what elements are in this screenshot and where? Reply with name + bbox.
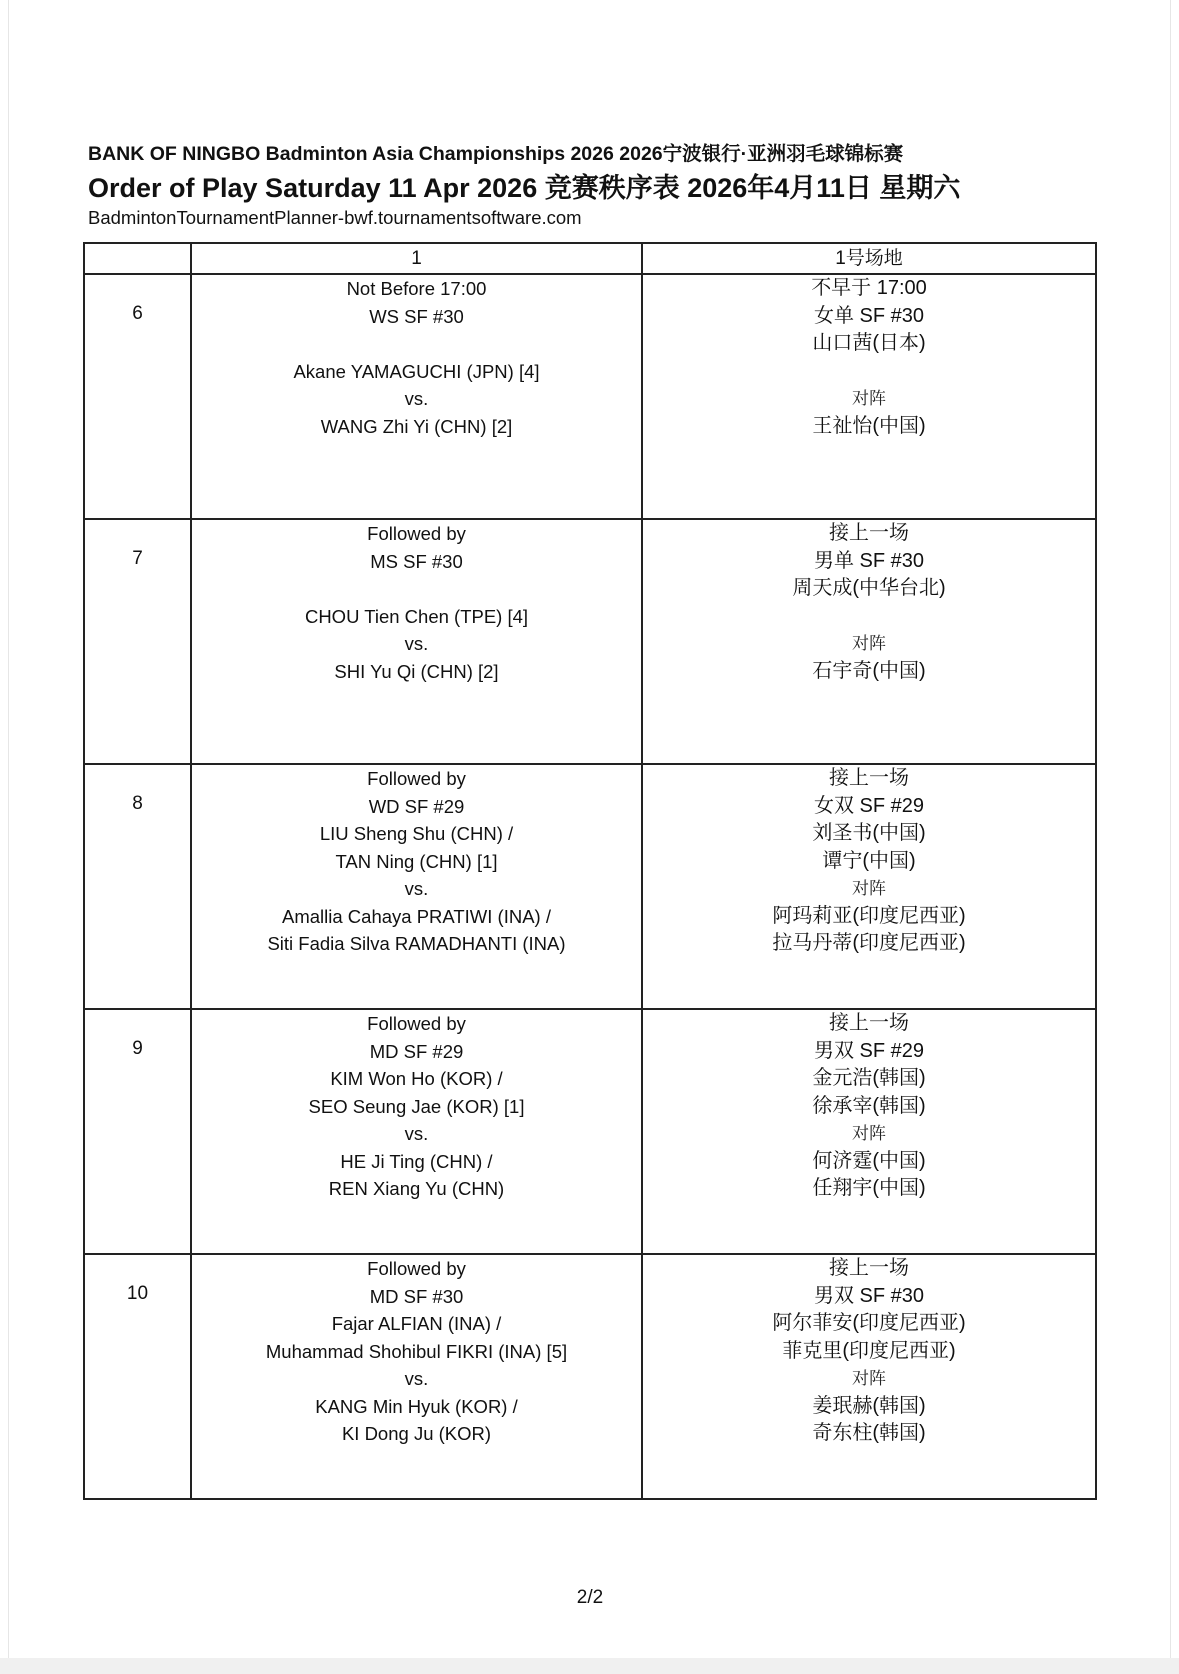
header-court-en: 1 <box>191 243 642 274</box>
match-line: WANG Zhi Yi (CHN) [2] <box>320 415 513 437</box>
match-details-en <box>191 519 642 764</box>
match-line: Fajar ALFIAN (INA) / <box>331 1313 502 1334</box>
match-line: REN Xiang Yu (CHN) <box>328 1178 505 1199</box>
match-line: 刘圣书(中国) <box>812 822 926 844</box>
header-court-cn: 1号场地 <box>642 243 1096 274</box>
match-line: 接上一场 <box>829 522 909 544</box>
match-line: 金元浩(韩国) <box>812 1067 926 1089</box>
match-line: 对阵 <box>852 389 886 408</box>
tournament-title: BANK OF NINGBO Badminton Asia Championships 2026 2026宁波银行·亚洲羽毛球锦标赛 <box>88 143 904 165</box>
match-line: 谭宁(中国) <box>822 849 916 872</box>
match-number: 7 <box>132 548 143 569</box>
match-line: 接上一场 <box>829 767 909 789</box>
match-row <box>84 1254 1096 1499</box>
match-number-cell <box>84 274 191 519</box>
match-details-cn <box>642 519 1096 764</box>
match-details-cn <box>642 1254 1096 1499</box>
match-line: 王祉怡(中国) <box>812 414 926 437</box>
match-row <box>84 519 1096 764</box>
match-line <box>192 575 641 603</box>
match-line: Amallia Cahaya PRATIWI (INA) / <box>282 905 551 927</box>
match-line: 阿尔菲安(印度尼西亚) <box>772 1312 966 1334</box>
match-line: Followed by <box>367 1258 466 1279</box>
page-number: 2/2 <box>576 1587 604 1608</box>
match-line: 山口茜(日本) <box>812 332 926 354</box>
match-line: Not Before 17:00 <box>346 278 487 299</box>
match-line: 接上一场 <box>829 1257 909 1279</box>
order-of-play-table <box>83 242 1097 1500</box>
match-line: 对阵 <box>852 1369 886 1388</box>
match-line: 对阵 <box>852 1124 886 1143</box>
match-line: 对阵 <box>852 634 886 653</box>
match-line: 男单 SF #30 <box>813 549 925 572</box>
match-line: Siti Fadia Silva RAMADHANTI (INA) <box>267 933 566 954</box>
match-line <box>192 330 641 358</box>
match-line: 接上一场 <box>829 1012 909 1034</box>
match-line: 任翔宇(中国) <box>812 1177 926 1199</box>
match-number: 9 <box>132 1038 143 1059</box>
match-line: KIM Won Ho (KOR) / <box>330 1068 503 1089</box>
match-line: 不早于 17:00 <box>811 277 927 299</box>
match-line: KANG Min Hyuk (KOR) / <box>315 1395 518 1417</box>
match-line: 男双 SF #29 <box>813 1039 925 1062</box>
match-line: vs. <box>404 388 429 409</box>
match-line: CHOU Tien Chen (TPE) [4] <box>304 605 529 627</box>
match-line: 姜珉赫(韩国) <box>812 1394 926 1417</box>
match-number: 10 <box>126 1283 149 1304</box>
match-row <box>84 1009 1096 1254</box>
match-line: HE Ji Ting (CHN) / <box>340 1150 493 1172</box>
match-line: 徐承宰(韩国) <box>812 1094 926 1117</box>
match-line: vs. <box>404 633 429 654</box>
match-details-cn <box>642 274 1096 519</box>
match-line: 女单 SF #30 <box>813 304 925 327</box>
match-number: 6 <box>132 303 143 324</box>
match-number: 8 <box>132 793 143 814</box>
match-line: TAN Ning (CHN) [1] <box>335 850 498 872</box>
match-line: vs. <box>404 1123 429 1144</box>
match-line: vs. <box>404 1368 429 1389</box>
match-line: MD SF #30 <box>369 1285 464 1307</box>
order-of-play-title: Order of Play Saturday 11 Apr 2026 竞赛秩序表 2026年4月11日 星期六 <box>88 173 961 203</box>
match-line: vs. <box>404 878 429 899</box>
match-row <box>84 764 1096 1009</box>
match-details-en <box>191 1254 642 1499</box>
match-line: Followed by <box>367 1013 466 1034</box>
match-line: 拉马丹蒂(印度尼西亚) <box>772 932 966 954</box>
match-line: SEO Seung Jae (KOR) [1] <box>308 1095 525 1117</box>
match-line: MS SF #30 <box>370 550 463 572</box>
match-number-cell <box>84 519 191 764</box>
match-line: Followed by <box>367 768 466 789</box>
match-line: 菲克里(印度尼西亚) <box>782 1339 956 1362</box>
match-line <box>643 358 1095 386</box>
match-line: 石宇奇(中国) <box>812 659 926 682</box>
document-header <box>88 138 1098 230</box>
match-line: SHI Yu Qi (CHN) [2] <box>334 660 499 682</box>
match-line <box>643 603 1095 631</box>
match-line: Akane YAMAGUCHI (JPN) [4] <box>293 360 540 382</box>
page-edge-right <box>1170 0 1171 1658</box>
match-line: 阿玛莉亚(印度尼西亚) <box>772 904 966 927</box>
page-edge-left <box>8 0 9 1658</box>
match-row <box>84 274 1096 519</box>
header-blank-cell <box>84 243 191 274</box>
match-line: 女双 SF #29 <box>813 794 925 817</box>
match-line: 对阵 <box>852 879 886 898</box>
bottom-bar <box>0 1658 1179 1674</box>
match-line: 男双 SF #30 <box>813 1284 925 1307</box>
match-details-cn <box>642 1009 1096 1254</box>
match-details-en <box>191 764 642 1009</box>
match-line: 周天成(中华台北) <box>792 577 946 599</box>
table-header-row <box>84 243 1096 274</box>
match-line: 何济霆(中国) <box>812 1149 926 1172</box>
match-number-cell <box>84 1009 191 1254</box>
match-line: 奇东柱(韩国) <box>812 1422 926 1444</box>
match-line: LIU Sheng Shu (CHN) / <box>319 823 514 844</box>
match-details-en <box>191 274 642 519</box>
match-details-en <box>191 1009 642 1254</box>
match-line: MD SF #29 <box>369 1040 464 1062</box>
match-line: Muhammad Shohibul FIKRI (INA) [5] <box>265 1340 568 1362</box>
match-number-cell <box>84 764 191 1009</box>
match-details-cn <box>642 764 1096 1009</box>
match-number-cell <box>84 1254 191 1499</box>
match-line: WD SF #29 <box>368 795 465 817</box>
match-line: Followed by <box>367 523 466 544</box>
website-url: BadmintonTournamentPlanner-bwf.tournamentsoftware.com <box>88 207 582 228</box>
match-line: KI Dong Ju (KOR) <box>341 1423 492 1444</box>
match-line: WS SF #30 <box>369 305 464 327</box>
